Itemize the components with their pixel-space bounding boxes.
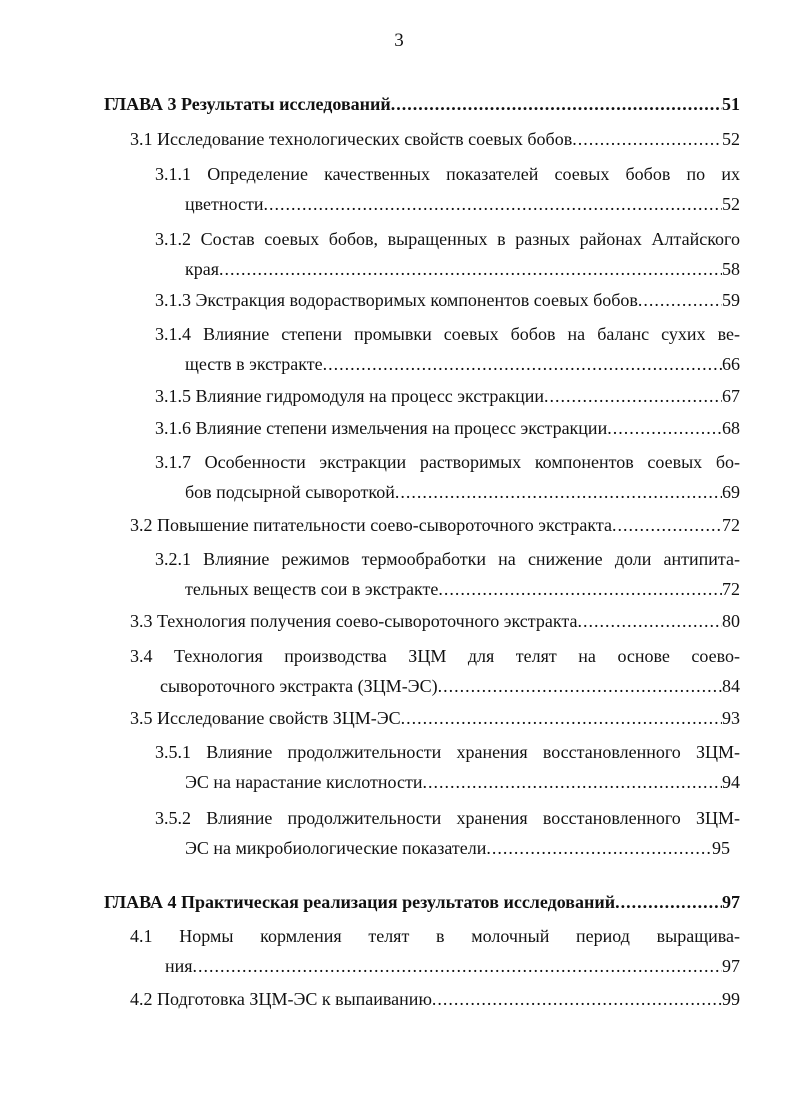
toc-title: 3.1.1 Определение качественных показателей соевых бобов по их (155, 164, 740, 184)
toc-page: 93 (722, 708, 740, 728)
toc-title: 3.3 Технология получения соево-сывороточного экстракта (130, 611, 578, 631)
toc-title: 3.5.2 Влияние продолжительности хранения восстановленного ЗЦМ- (155, 808, 740, 828)
toc-entry-chapter-3[interactable] (104, 90, 740, 118)
toc-entry-3-1-5[interactable] (155, 382, 740, 410)
leader-dots (395, 478, 722, 506)
toc-page: 72 (722, 515, 740, 535)
leader-dots (638, 286, 722, 314)
toc-page: 97 (722, 892, 740, 912)
leader-dots (544, 382, 722, 410)
toc-title-cont: тельных веществ сои в экстракте (185, 579, 439, 599)
toc-entry-4-2[interactable] (130, 985, 740, 1013)
toc-page: 52 (722, 129, 740, 149)
leader-dots (401, 704, 722, 732)
leader-dots (219, 255, 722, 283)
toc-entry-3-5[interactable] (130, 704, 740, 732)
leader-dots (423, 768, 723, 796)
toc-title: 4.1 Нормы кормления телят в молочный период выращива- (130, 926, 740, 946)
toc-page: 58 (722, 259, 740, 279)
toc-title: 3.1.3 Экстракция водорастворимых компонентов соевых бобов (155, 290, 638, 310)
toc-entry-3-2[interactable] (130, 511, 740, 539)
toc-entry-3-1-7-line2[interactable] (185, 478, 740, 506)
toc-page: 99 (722, 989, 740, 1009)
toc-entry-3-5-2-line2[interactable] (185, 834, 730, 862)
toc-title: 3.1.2 Состав соевых бобов, выращенных в разных районах Алтайского (155, 229, 740, 249)
toc-title: ГЛАВА 3 Результаты исследований (104, 94, 391, 114)
leader-dots (572, 125, 722, 153)
toc-page: 69 (722, 482, 740, 502)
leader-dots (438, 672, 722, 700)
leader-dots (438, 575, 722, 603)
toc-title-cont: цветности (185, 194, 264, 214)
toc-page: 51 (722, 94, 740, 114)
toc-page: 84 (722, 676, 740, 696)
leader-dots (193, 952, 722, 980)
leader-dots (263, 190, 722, 218)
toc-title-cont: ния (165, 956, 193, 976)
toc-title: ГЛАВА 4 Практическая реализация результатов исследований (104, 892, 616, 912)
toc-entry-3-1-4-line2[interactable] (185, 350, 740, 378)
leader-dots (577, 607, 722, 635)
toc-entry-3-1-4-line1[interactable] (155, 320, 740, 348)
toc-entry-3-5-1-line1[interactable] (155, 738, 740, 766)
toc-entry-3-3[interactable] (130, 607, 740, 635)
toc-entry-chapter-4[interactable] (104, 888, 740, 916)
toc-entry-3-1-2-line1[interactable] (155, 225, 740, 253)
toc-entry-3-4-line1[interactable] (130, 642, 740, 670)
toc-title: 4.2 Подготовка ЗЦМ-ЭС к выпаиванию (130, 989, 432, 1009)
toc-entry-3-2-1-line1[interactable] (155, 545, 740, 573)
leader-dots (391, 90, 722, 118)
toc-entry-3-1-7-line1[interactable] (155, 448, 740, 476)
toc-page: 59 (722, 290, 740, 310)
toc-page: 94 (722, 772, 740, 792)
toc-title: 3.2 Повышение питательности соево-сывороточного экстракта (130, 515, 612, 535)
toc-title: 3.1.5 Влияние гидромодуля на процесс экстракции (155, 386, 545, 406)
toc-page: 97 (722, 956, 740, 976)
toc-page: 66 (722, 354, 740, 374)
toc-title: 3.1.4 Влияние степени промывки соевых бобов на баланс сухих ве- (155, 324, 740, 344)
toc-entry-3-1-3[interactable] (155, 286, 740, 314)
toc-entry-3-1[interactable] (130, 125, 740, 153)
toc-entry-3-5-1-line2[interactable] (185, 768, 740, 796)
toc-title-cont: ЭС на нарастание кислотности (185, 772, 423, 792)
toc-entry-3-1-1-line1[interactable] (155, 160, 740, 188)
leader-dots (612, 511, 722, 539)
toc-page: 52 (722, 194, 740, 214)
leader-dots (607, 414, 722, 442)
toc-title: 3.2.1 Влияние режимов термообработки на снижение доли антипита- (155, 549, 740, 569)
leader-dots (486, 834, 712, 862)
toc-entry-4-1-line2[interactable] (165, 952, 740, 980)
toc-title: 3.5 Исследование свойств ЗЦМ-ЭС (130, 708, 401, 728)
toc-page: 95 (712, 838, 730, 858)
toc-title-cont: бов подсырной сывороткой (185, 482, 395, 502)
page-number: 3 (394, 30, 404, 51)
toc-entry-3-5-2-line1[interactable] (155, 804, 740, 832)
toc-page: 67 (722, 386, 740, 406)
toc-title: 3.5.1 Влияние продолжительности хранения восстановленного ЗЦМ- (155, 742, 740, 762)
toc-title-cont: края (185, 259, 220, 279)
toc-page: 68 (722, 418, 740, 438)
toc-title: 3.4 Технология производства ЗЦМ для телят на основе соево- (130, 646, 740, 666)
toc-title: 3.1.6 Влияние степени измельчения на процесс экстракции (155, 418, 608, 438)
toc-entry-3-1-6[interactable] (155, 414, 740, 442)
toc-title-cont: сывороточного экстракта (ЗЦМ-ЭС) (160, 676, 438, 696)
toc-entry-3-2-1-line2[interactable] (185, 575, 740, 603)
toc-title: 3.1.7 Особенности экстракции растворимых компонентов соевых бо- (155, 452, 740, 472)
toc-entry-4-1-line1[interactable] (130, 922, 740, 950)
leader-dots (615, 888, 722, 916)
leader-dots (323, 350, 722, 378)
toc-page: 72 (722, 579, 740, 599)
toc-entry-3-1-1-line2[interactable] (185, 190, 740, 218)
toc-title-cont: ществ в экстракте (185, 354, 323, 374)
toc-page: 80 (722, 611, 740, 631)
toc-entry-3-1-2-line2[interactable] (185, 255, 740, 283)
leader-dots (432, 985, 722, 1013)
toc-title: 3.1 Исследование технологических свойств соевых бобов (130, 129, 573, 149)
toc-entry-3-4-line2[interactable] (160, 672, 740, 700)
toc-title-cont: ЭС на микробиологические показатели (185, 838, 487, 858)
